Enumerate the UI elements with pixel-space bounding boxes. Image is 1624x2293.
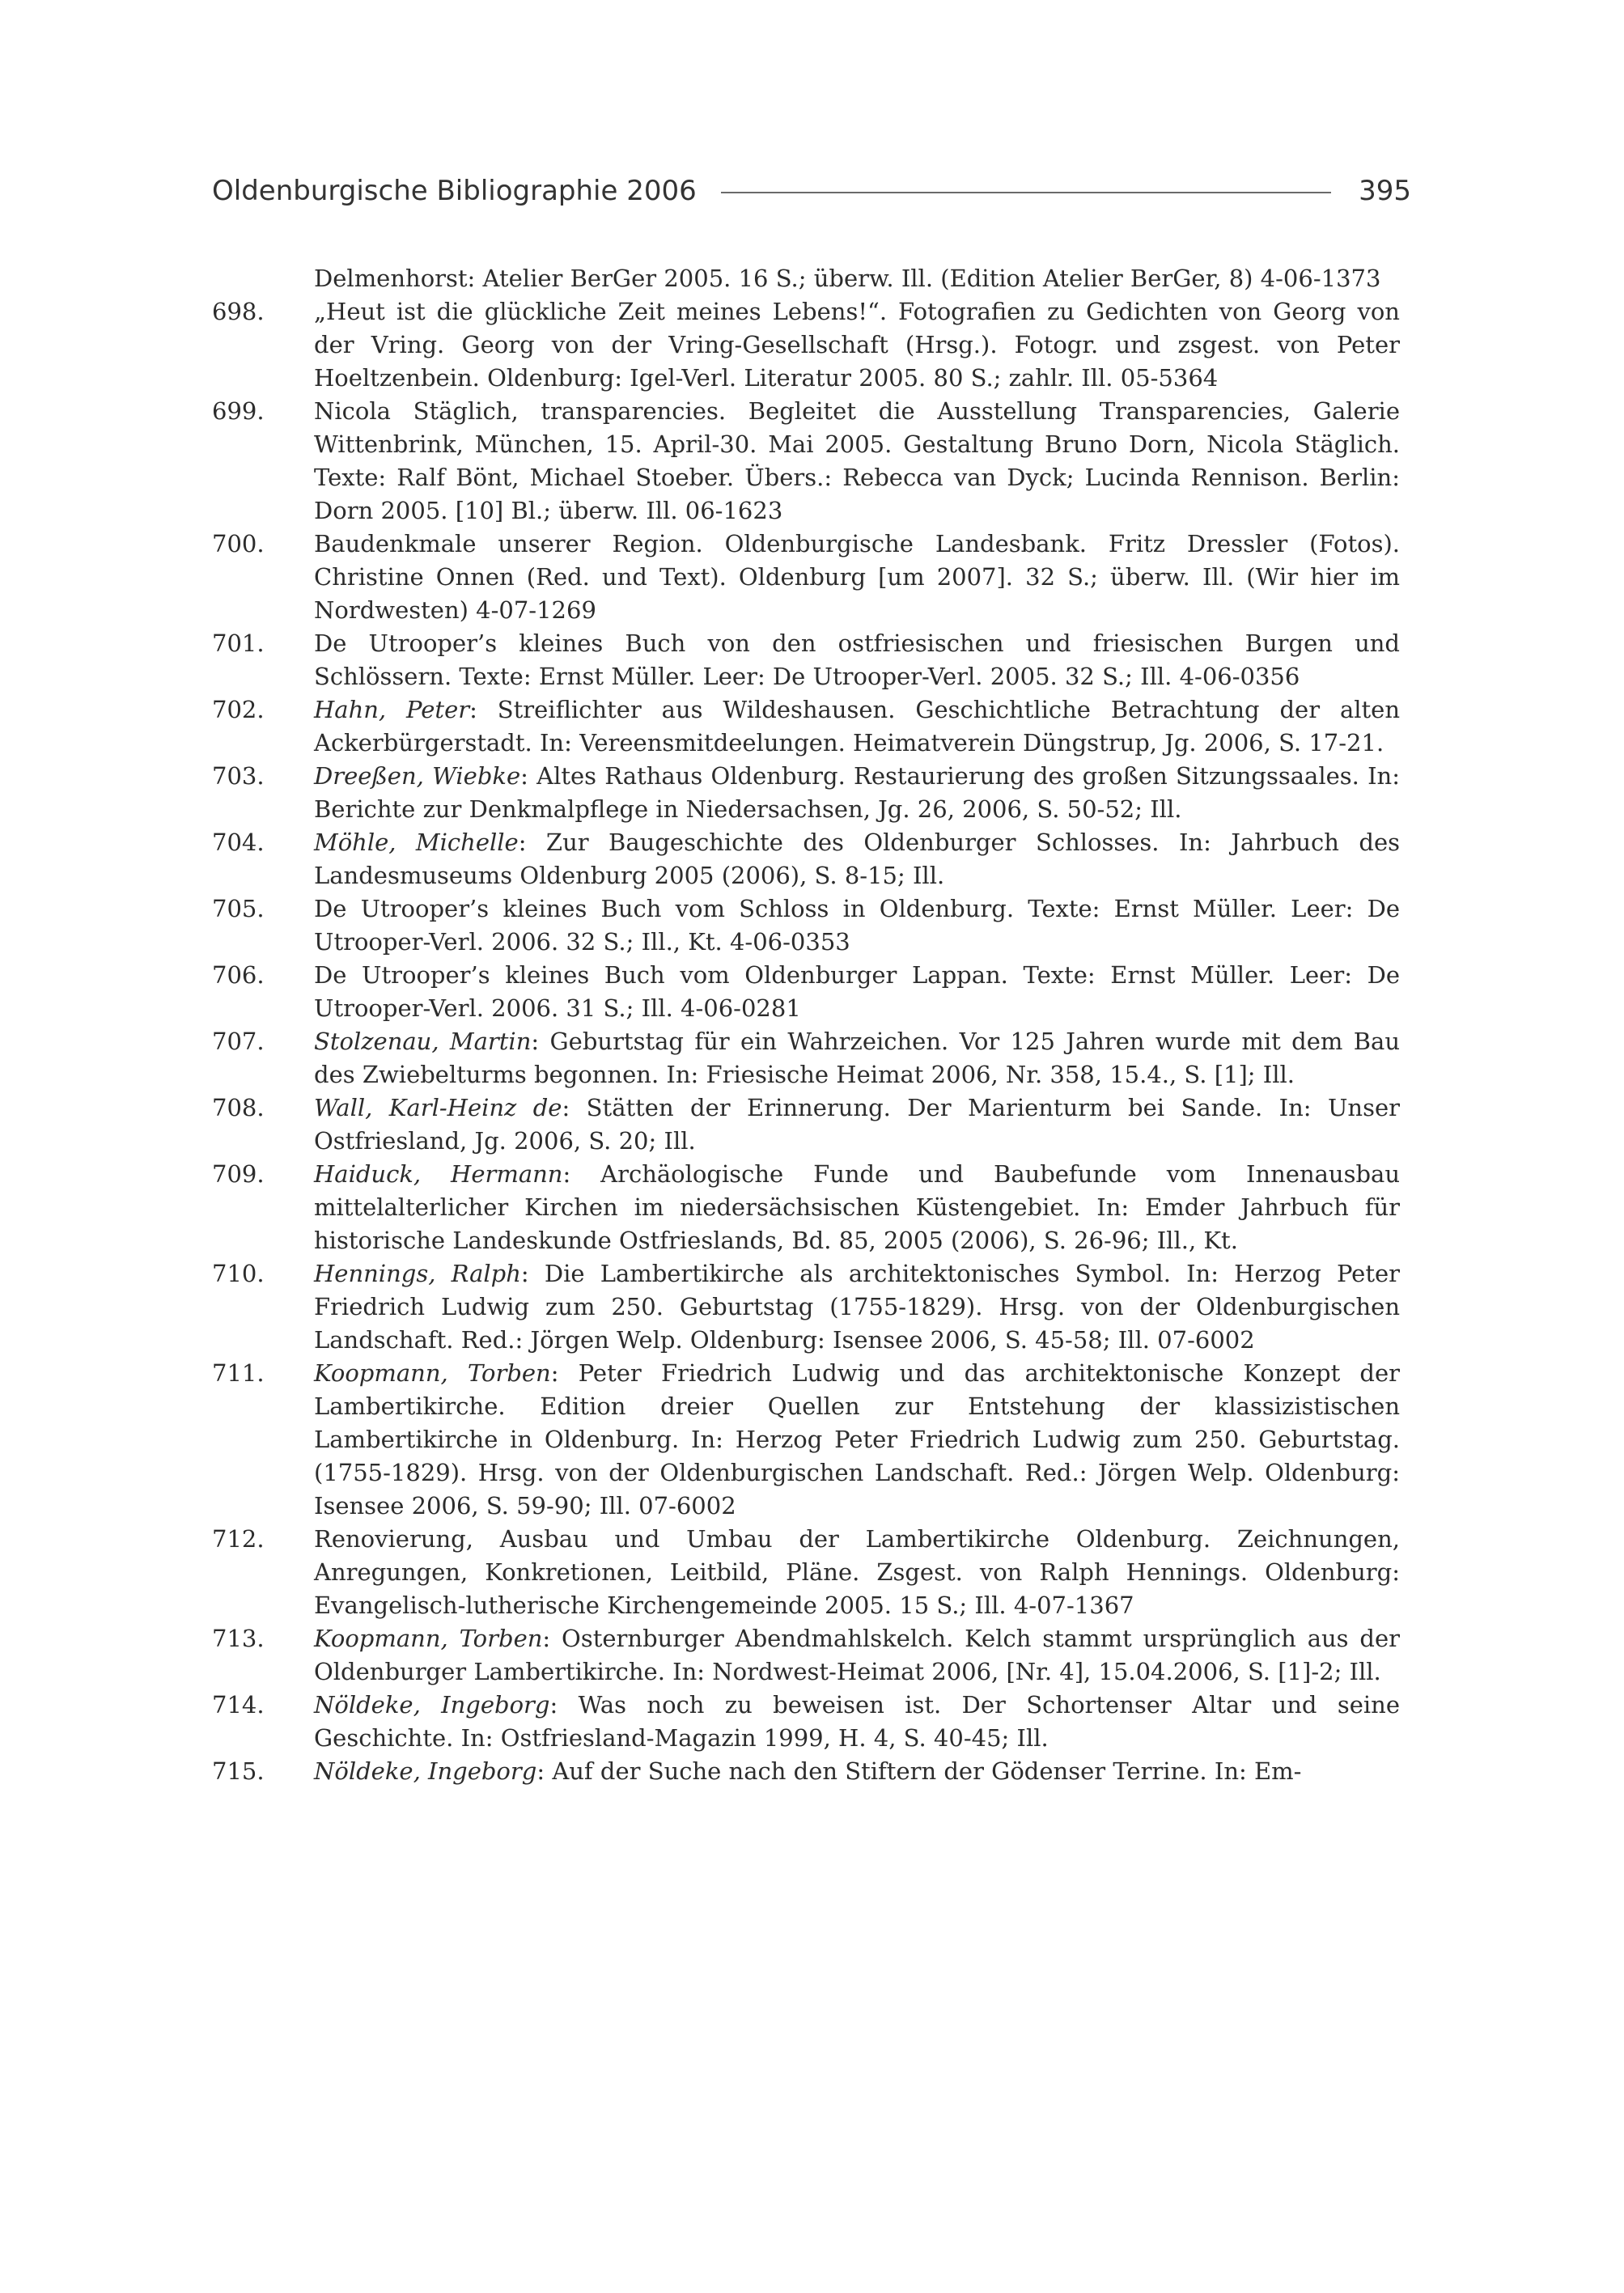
bibliography-entry bbox=[212, 627, 1400, 693]
entry-text bbox=[314, 1755, 1400, 1788]
entry-number: 712. bbox=[212, 1525, 265, 1553]
entry-citation: : Altes Rathaus Oldenburg. Restaurierung des großen Sitzungssaales. In: Berichte zur Denkmalpflege in Niedersachsen, Jg. 26, 2006, S. 50-52; Ill. bbox=[314, 762, 1401, 823]
page-number: 395 bbox=[1359, 175, 1411, 207]
entry-text bbox=[314, 1025, 1400, 1091]
entry-citation: : Stätten der Erinnerung. Der Marienturm bei Sande. In: Unser Ostfriesland, Jg. 2006, S. 20; Ill. bbox=[314, 1094, 1400, 1155]
entry-text bbox=[314, 693, 1400, 760]
entry-text bbox=[314, 295, 1400, 395]
entry-number: 698. bbox=[212, 298, 265, 325]
entry-number: 701. bbox=[212, 629, 265, 657]
bibliography-entry bbox=[212, 826, 1400, 892]
entry-number: 699. bbox=[212, 397, 265, 425]
entry-citation: Delmenhorst: Atelier BerGer 2005. 16 S.; überw. Ill. (Edition Atelier BerGer, 8) 4-06-1373 bbox=[314, 265, 1381, 292]
entry-number: 706. bbox=[212, 961, 265, 989]
entry-citation: De Utrooper’s kleines Buch vom Schloss in Oldenburg. Texte: Ernst Müller. Leer: De Utrooper-Verl. 2006. 32 S.; Ill., Kt. 4-06-0353 bbox=[314, 895, 1400, 956]
entry-citation: : Osternburger Abendmahlskelch. Kelch stammt ursprünglich aus der Oldenburger Lambertikirche. In: Nordwest-Heimat 2006, [Nr. 4], 15.04.2006, S. [1]-2; Ill. bbox=[314, 1625, 1400, 1685]
bibliography-entry bbox=[212, 1257, 1400, 1357]
entry-number: 711. bbox=[212, 1359, 265, 1387]
entry-number: 709. bbox=[212, 1160, 265, 1188]
entry-text bbox=[314, 1622, 1400, 1689]
header-rule bbox=[721, 192, 1331, 193]
entry-number: 704. bbox=[212, 829, 265, 856]
bibliography-entry bbox=[212, 395, 1400, 528]
bibliography-entry bbox=[212, 1689, 1400, 1755]
running-head-title: Oldenburgische Bibliographie 2006 bbox=[212, 175, 697, 207]
entry-citation: : Auf der Suche nach den Stiftern der Gödenser Terrine. In: Em- bbox=[536, 1757, 1302, 1785]
bibliography-entry bbox=[212, 262, 1400, 295]
entry-author: Dreeßen, Wiebke bbox=[314, 762, 521, 790]
entry-number: 708. bbox=[212, 1094, 265, 1121]
entry-author: Nöldeke, Ingeborg bbox=[314, 1757, 537, 1785]
entry-number: 714. bbox=[212, 1691, 265, 1719]
entry-citation: : Die Lambertikirche als architektonisches Symbol. In: Herzog Peter Friedrich Ludwig zum 250. Geburtstag (1755-1829). Hrsg. von der Oldenburgischen Landschaft. Red.: Jörgen Welp. Oldenburg: Isensee 2006, S. 45-58; Ill. 07-6002 bbox=[314, 1260, 1400, 1354]
entry-author: Möhle, Michelle bbox=[314, 829, 519, 856]
entry-author: Koopmann, Torben bbox=[314, 1625, 543, 1652]
entry-number: 702. bbox=[212, 696, 265, 723]
entry-citation: Baudenkmale unserer Region. Oldenburgische Landesbank. Fritz Dressler (Fotos). Christine Onnen (Red. und Text). Oldenburg [um 2007]. 32 S.; überw. Ill. (Wir hier im Nordwesten) 4-07-1269 bbox=[314, 530, 1400, 624]
bibliography-entry bbox=[212, 1158, 1400, 1257]
entry-author: Haiduck, Hermann bbox=[314, 1160, 563, 1188]
entry-author: Wall, Karl-Heinz de bbox=[314, 1094, 562, 1121]
bibliography-entry bbox=[212, 959, 1400, 1025]
entry-text bbox=[314, 892, 1400, 959]
entry-number: 703. bbox=[212, 762, 265, 790]
entry-citation: De Utrooper’s kleines Buch von den ostfriesischen und friesischen Burgen und Schlössern. Texte: Ernst Müller. Leer: De Utrooper-Verl. 2005. 32 S.; Ill. 4-06-0356 bbox=[314, 629, 1400, 690]
bibliography-entries bbox=[212, 262, 1400, 1788]
entry-number: 710. bbox=[212, 1260, 265, 1287]
running-head bbox=[212, 168, 1411, 214]
entry-text bbox=[314, 826, 1400, 892]
entry-citation: : Zur Baugeschichte des Oldenburger Schlosses. In: Jahrbuch des Landesmuseums Oldenburg 2005 (2006), S. 8-15; Ill. bbox=[314, 829, 1401, 889]
entry-text bbox=[314, 959, 1400, 1025]
entry-text bbox=[314, 528, 1400, 627]
entry-number: 700. bbox=[212, 530, 265, 557]
entry-citation: Nicola Stäglich, transparencies. Begleitet die Ausstellung Transparencies, Galerie Wittenbrink, München, 15. April-30. Mai 2005. Gestaltung Bruno Dorn, Nicola Stäglich. Texte: Ralf Bönt, Michael Stoeber. Übers.: Rebecca van Dyck; Lucinda Rennison. Berlin: Dorn 2005. [10] Bl.; überw. Ill. 06-1623 bbox=[314, 397, 1400, 524]
entry-author: Hahn, Peter bbox=[314, 696, 470, 723]
bibliography-entry bbox=[212, 1622, 1400, 1689]
entry-citation: : Streiflichter aus Wildeshausen. Geschichtliche Betrachtung der alten Ackerbürgerstadt. In: Vereensmitdeelungen. Heimatverein Düngstrup, Jg. 2006, S. 17-21. bbox=[314, 696, 1401, 757]
entry-citation: : Geburtstag für ein Wahrzeichen. Vor 125 Jahren wurde mit dem Bau des Zwiebelturms begonnen. In: Friesische Heimat 2006, Nr. 358, 15.4., S. [1]; Ill. bbox=[314, 1028, 1400, 1088]
entry-text bbox=[314, 1689, 1400, 1755]
bibliography-entry bbox=[212, 1357, 1400, 1523]
entry-citation: Renovierung, Ausbau und Umbau der Lambertikirche Oldenburg. Zeichnungen, Anregungen, Konkretionen, Leitbild, Pläne. Zsgest. von Ralph Hennings. Oldenburg: Evangelisch-lutherische Kirchengemeinde 2005. 15 S.; Ill. 4-07-1367 bbox=[314, 1525, 1400, 1619]
entry-text bbox=[314, 760, 1400, 826]
entry-author: Stolzenau, Martin bbox=[314, 1028, 532, 1055]
entry-text bbox=[314, 1523, 1400, 1622]
entry-text bbox=[314, 1257, 1400, 1357]
entry-citation: : Peter Friedrich Ludwig und das architektonische Konzept der Lambertikirche. Edition dreier Quellen zur Entstehung der klassizistischen Lambertikirche in Oldenburg. In: Herzog Peter Friedrich Ludwig zum 250. Geburtstag. (1755-1829). Hrsg. von der Oldenburgischen Landschaft. Red.: Jörgen Welp. Oldenburg: Isensee 2006, S. 59-90; Ill. 07-6002 bbox=[314, 1359, 1401, 1519]
entry-citation: : Archäologische Funde und Baubefunde vom Innenausbau mittelalterlicher Kirchen im niedersächsischen Küstengebiet. In: Emder Jahrbuch für historische Landeskunde Ostfrieslands, Bd. 85, 2005 (2006), S. 26-96; Ill., Kt. bbox=[314, 1160, 1400, 1254]
bibliography-entry bbox=[212, 528, 1400, 627]
entry-text bbox=[314, 1091, 1400, 1158]
entry-number: 713. bbox=[212, 1625, 265, 1652]
bibliography-entry bbox=[212, 760, 1400, 826]
entry-text bbox=[314, 395, 1400, 528]
entry-number: 705. bbox=[212, 895, 265, 922]
bibliography-entry bbox=[212, 1025, 1400, 1091]
entry-author: Nöldeke, Ingeborg bbox=[314, 1691, 550, 1719]
bibliography-entry bbox=[212, 892, 1400, 959]
entry-citation: De Utrooper’s kleines Buch vom Oldenburger Lappan. Texte: Ernst Müller. Leer: De Utrooper-Verl. 2006. 31 S.; Ill. 4-06-0281 bbox=[314, 961, 1400, 1022]
entry-citation: „Heut ist die glückliche Zeit meines Lebens!“. Fotografien zu Gedichten von Georg von der Vring. Georg von der Vring-Gesellschaft (Hrsg.). Fotogr. und zsgest. von Peter Hoeltzenbein. Oldenburg: Igel-Verl. Literatur 2005. 80 S.; zahlr. Ill. 05-5364 bbox=[314, 298, 1400, 392]
bibliography-entry bbox=[212, 1091, 1400, 1158]
bibliography-entry bbox=[212, 1523, 1400, 1622]
bibliography-entry bbox=[212, 295, 1400, 395]
bibliography-entry bbox=[212, 693, 1400, 760]
entry-author: Koopmann, Torben bbox=[314, 1359, 551, 1387]
entry-number: 707. bbox=[212, 1028, 265, 1055]
bibliography-entry bbox=[212, 1755, 1400, 1788]
entry-text bbox=[314, 627, 1400, 693]
entry-number: 715. bbox=[212, 1757, 265, 1785]
entry-text bbox=[314, 262, 1400, 295]
entry-citation: : Was noch zu beweisen ist. Der Schortenser Altar und seine Geschichte. In: Ostfriesland-Magazin 1999, H. 4, S. 40-45; Ill. bbox=[314, 1691, 1400, 1752]
entry-text bbox=[314, 1158, 1400, 1257]
entry-text bbox=[314, 1357, 1400, 1523]
entry-author: Hennings, Ralph bbox=[314, 1260, 521, 1287]
